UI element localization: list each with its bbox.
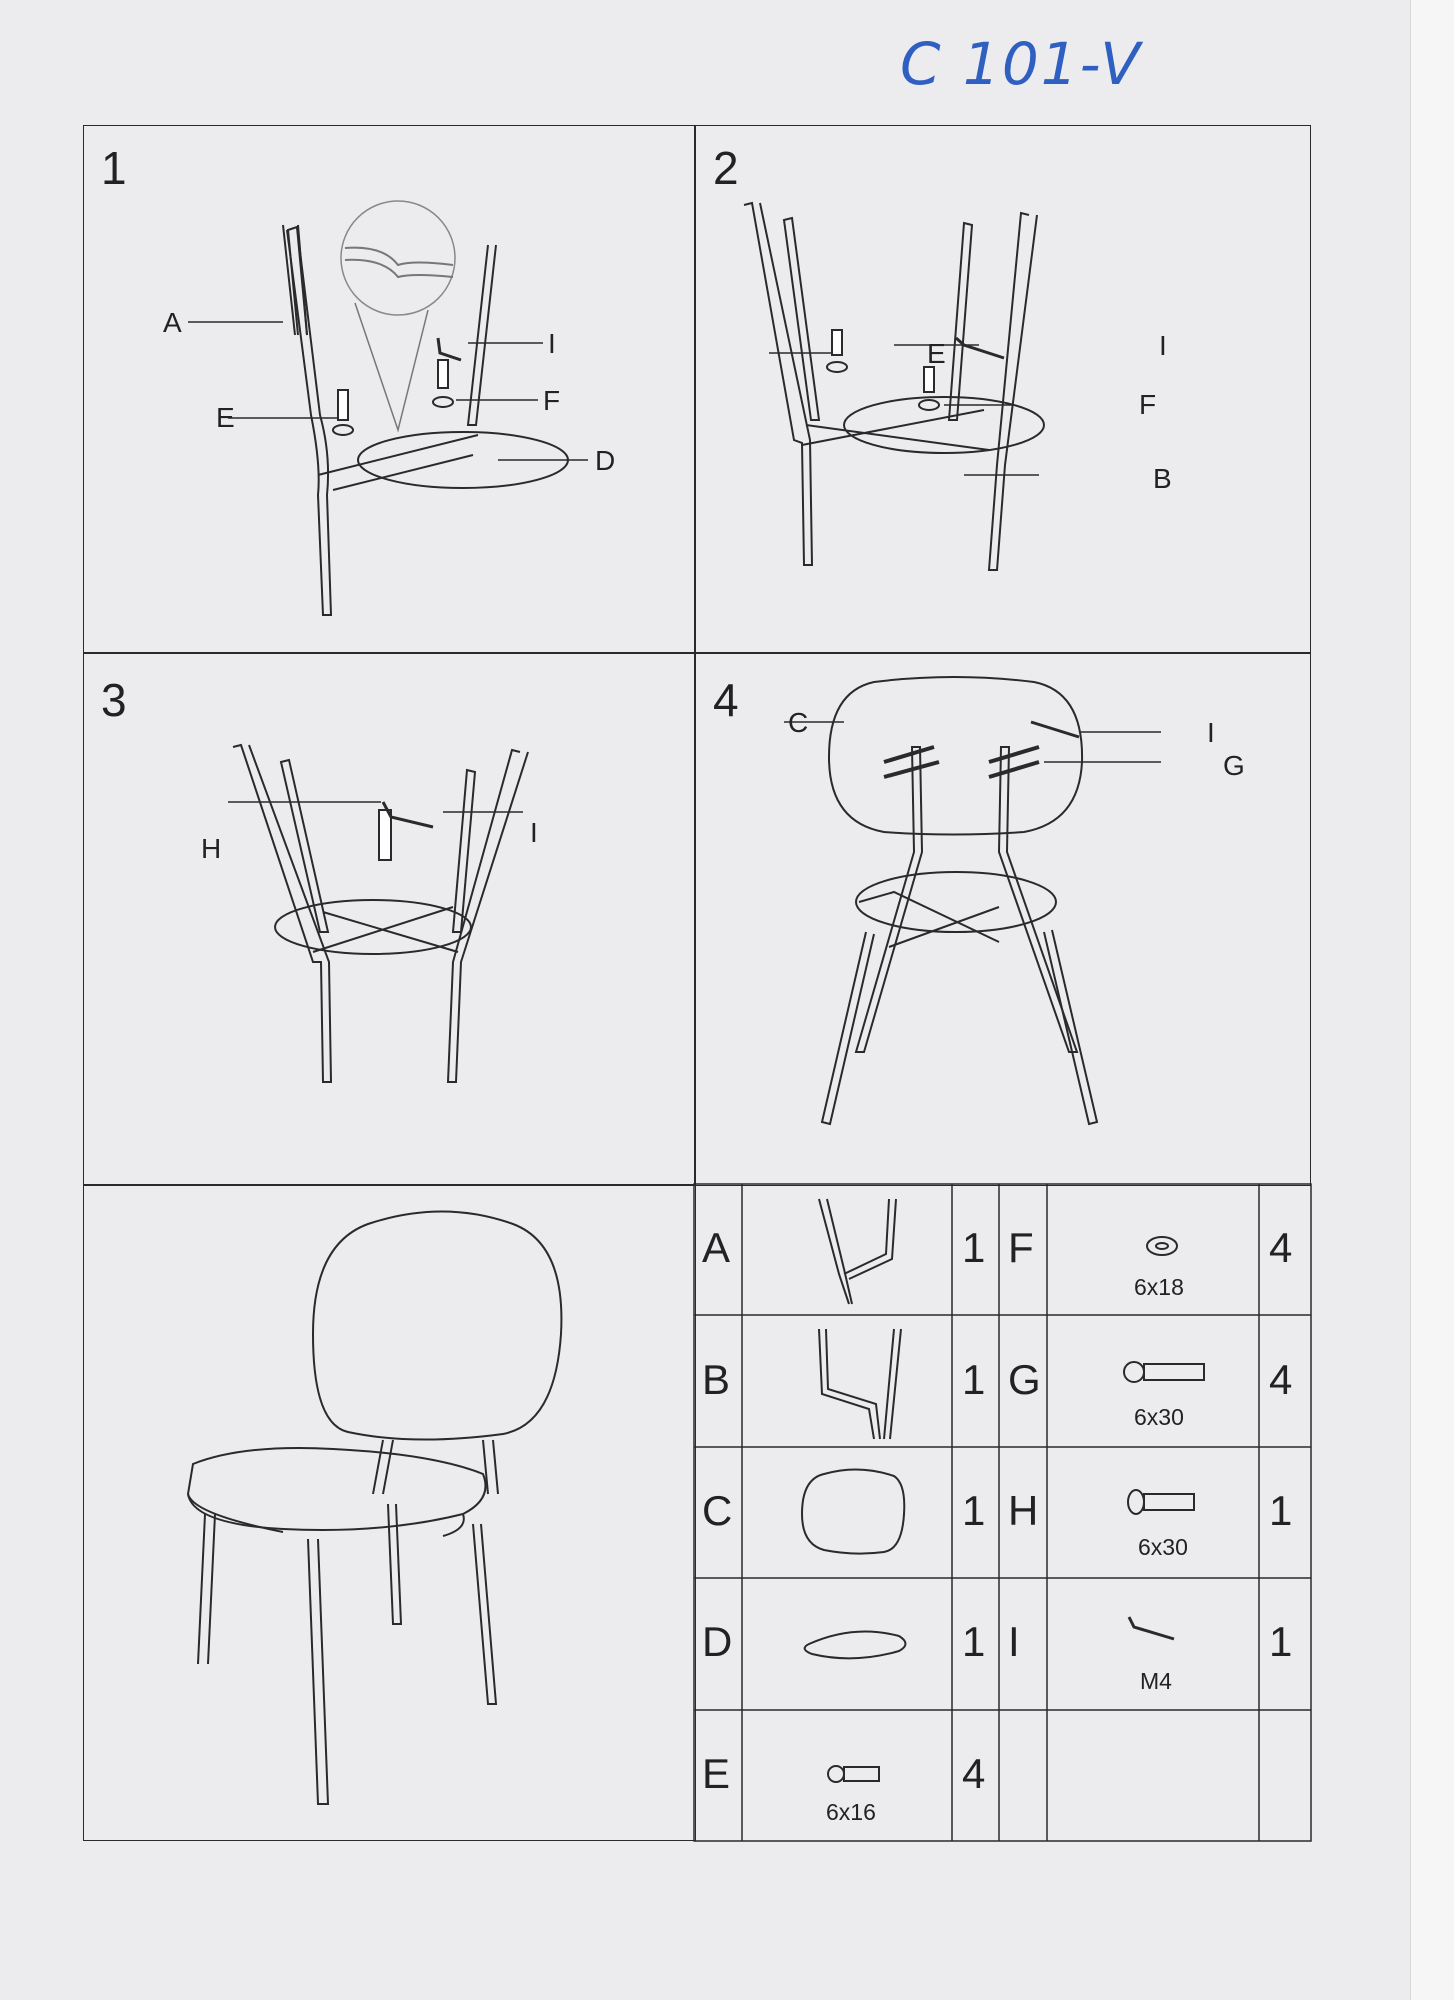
step-4-label-i: I	[1207, 717, 1215, 748]
part-e-qty: 4	[962, 1750, 986, 1797]
step-1-label-f: F	[543, 385, 561, 416]
step-3-label-i: I	[530, 817, 538, 848]
part-i-qty: 1	[1269, 1618, 1293, 1665]
part-a-qty: 1	[962, 1224, 986, 1271]
part-g-qty: 4	[1269, 1356, 1293, 1403]
handwritten-model-code: C 101-V	[900, 30, 1142, 98]
step-2-label-i: I	[1159, 330, 1167, 361]
step-2-label-e: E	[927, 338, 946, 369]
part-g-letter: G	[1008, 1356, 1041, 1403]
step-3-number: 3	[101, 674, 127, 726]
part-c-qty: 1	[962, 1487, 986, 1534]
step-4-label-c: C	[788, 707, 809, 738]
parts-table-text	[694, 1184, 1311, 1841]
part-b-letter: B	[702, 1356, 731, 1403]
part-i-letter: I	[1008, 1618, 1020, 1665]
step-3-illustration	[83, 652, 696, 1186]
part-h-letter: H	[1008, 1487, 1039, 1534]
step-2-illustration	[694, 125, 1311, 654]
part-h-size: 6x30	[1138, 1534, 1188, 1560]
step-1-label-e: E	[216, 402, 235, 433]
part-f-letter: F	[1008, 1224, 1034, 1271]
step-4-number: 4	[713, 674, 739, 726]
step-2-label-f: F	[1139, 389, 1157, 420]
part-h-qty: 1	[1269, 1487, 1293, 1534]
part-f-size: 6x18	[1134, 1274, 1184, 1300]
step-1-label-d: D	[595, 445, 616, 476]
step-4-label-g: G	[1223, 750, 1245, 781]
finished-chair-illustration	[83, 1184, 696, 1841]
step-2-label-b: B	[1153, 463, 1172, 494]
part-d-qty: 1	[962, 1618, 986, 1665]
part-f-qty: 4	[1269, 1224, 1293, 1271]
step-1-number: 1	[101, 142, 127, 194]
step-4-illustration	[694, 652, 1311, 1186]
step-1-label-i: I	[548, 328, 556, 359]
part-e-size: 6x16	[826, 1799, 876, 1825]
part-e-letter: E	[702, 1750, 731, 1797]
part-g-size: 6x30	[1134, 1404, 1184, 1430]
assembly-grid	[83, 125, 1311, 1841]
part-i-size: M4	[1140, 1668, 1172, 1694]
step-1-illustration	[83, 125, 696, 654]
page-edge	[1410, 0, 1454, 2000]
part-a-letter: A	[702, 1224, 731, 1271]
part-d-letter: D	[702, 1618, 733, 1665]
step-1-label-a: A	[163, 307, 182, 338]
step-2-number: 2	[713, 142, 739, 194]
step-3-label-h: H	[201, 833, 222, 864]
part-c-letter: C	[702, 1487, 733, 1534]
part-b-qty: 1	[962, 1356, 986, 1403]
